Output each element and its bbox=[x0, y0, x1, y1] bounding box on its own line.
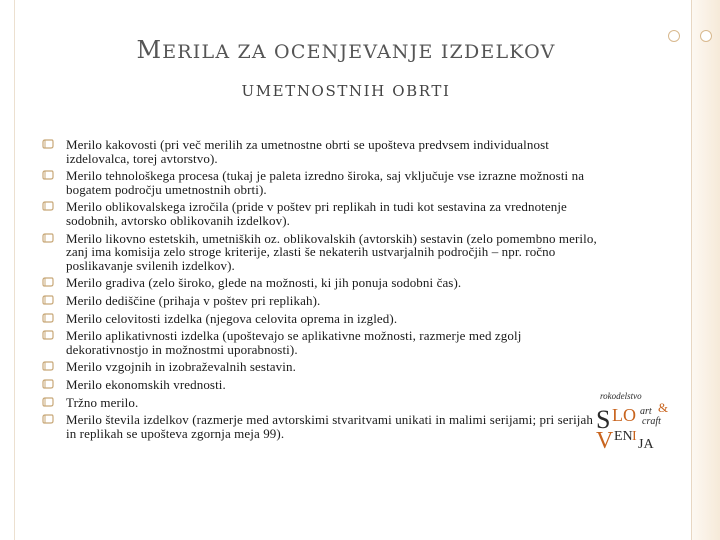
logo-letters-lo: LO bbox=[612, 405, 636, 425]
title-initial: M bbox=[136, 36, 163, 64]
criteria-item-text: Merilo likovno estetskih, umetniških oz. oblikovalskih (avtorskih) sestavin (zelo pomembno merilo, zanj ima komisija zelo stroge kriterije, zlasti še nekaterih ustvarjalnih področjih – npr. ročno poslikavanje svilenih izdelkov). bbox=[66, 230, 597, 273]
title-line-1 bbox=[0, 36, 692, 64]
scroll-bullet-icon bbox=[42, 397, 54, 407]
logo-letter-v: V bbox=[596, 428, 614, 450]
criteria-item-text: Merilo vzgojnih in izobraževalnih sestavin. bbox=[66, 359, 296, 375]
criteria-item bbox=[42, 138, 602, 165]
criteria-item-text: Merilo celovitosti izdelka (njegova celovita oprema in izgled). bbox=[66, 310, 398, 326]
title-line-1-rest: ERILA ZA OCENJEVANJE IZDELKOV bbox=[162, 41, 556, 63]
criteria-item-text: Merilo dediščine (prihaja v poštev pri replikah). bbox=[66, 292, 321, 308]
criteria-item bbox=[42, 396, 602, 410]
scroll-bullet-icon bbox=[42, 361, 54, 371]
scroll-bullet-icon bbox=[42, 379, 54, 389]
scroll-bullet-icon bbox=[42, 170, 54, 180]
criteria-item bbox=[42, 360, 602, 374]
criteria-item-text: Merilo aplikativnosti izdelka (upoštevajo se aplikativne možnosti, razmerje med zgolj dekorativnostjo in možnostmi uporabnosti). bbox=[66, 328, 522, 357]
rokodelstvo-slovenija-logo bbox=[594, 390, 686, 450]
criteria-item bbox=[42, 200, 602, 227]
scroll-bullet-icon bbox=[42, 330, 54, 340]
criteria-item-text: Merilo ekonomskih vrednosti. bbox=[66, 376, 226, 392]
slide-right-frame bbox=[691, 0, 720, 540]
logo-craft-text: craft bbox=[642, 416, 661, 427]
scroll-bullet-icon bbox=[42, 201, 54, 211]
criteria-item bbox=[42, 276, 602, 290]
scroll-bullet-icon bbox=[42, 295, 54, 305]
criteria-item-text: Merilo gradiva (zelo široko, glede na možnosti, ki jih ponuja sodobni čas). bbox=[66, 275, 462, 291]
scroll-bullet-icon bbox=[42, 414, 54, 424]
criteria-item bbox=[42, 378, 602, 392]
criteria-item bbox=[42, 294, 602, 308]
scroll-bullet-icon bbox=[42, 277, 54, 287]
logo-letters-en: EN bbox=[614, 429, 633, 444]
title-line-2: UMETNOSTNIH OBRTI bbox=[241, 82, 451, 100]
criteria-item-text: Merilo oblikovalskega izročila (pride v poštev pri replikah in tudi kot sestavina za vrednotenje sodobnih, avtorsko oblikovanih izdelkov). bbox=[66, 199, 567, 228]
logo-ampersand: & bbox=[658, 400, 669, 415]
criteria-item bbox=[42, 413, 602, 440]
criteria-item-text: Merilo tehnološkega procesa (tukaj je paleta izredno široka, saj vključuje vse izrazne možnosti na bogatem področju umetnostnih obrti). bbox=[66, 168, 585, 197]
logo-art-text: art bbox=[640, 406, 652, 417]
criteria-item bbox=[42, 312, 602, 326]
criteria-item-text: Merilo števila izdelkov (razmerje med avtorskimi stvaritvami unikati in malimi serijami; pri serijah in replikah se upošteva zgornja meja 99). bbox=[66, 412, 593, 441]
logo-letters-ja: JA bbox=[638, 437, 654, 450]
scroll-bullet-icon bbox=[42, 233, 54, 243]
criteria-item-text: Tržno merilo. bbox=[66, 394, 139, 410]
criteria-item bbox=[42, 329, 602, 356]
criteria-list bbox=[42, 138, 602, 444]
scroll-bullet-icon bbox=[42, 139, 54, 149]
logo-letter-s: S bbox=[596, 405, 611, 434]
criteria-item bbox=[42, 169, 602, 196]
logo-top-text: rokodelstvo bbox=[600, 391, 642, 401]
criteria-item bbox=[42, 232, 602, 273]
slide-title bbox=[0, 36, 692, 100]
scroll-bullet-icon bbox=[42, 313, 54, 323]
logo-letter-i: I bbox=[632, 429, 637, 444]
criteria-item-text: Merilo kakovosti (pri več merilih za umetnostne obrti se upošteva predvsem individualnost izdelovalca, torej avtorstvo). bbox=[66, 137, 549, 166]
